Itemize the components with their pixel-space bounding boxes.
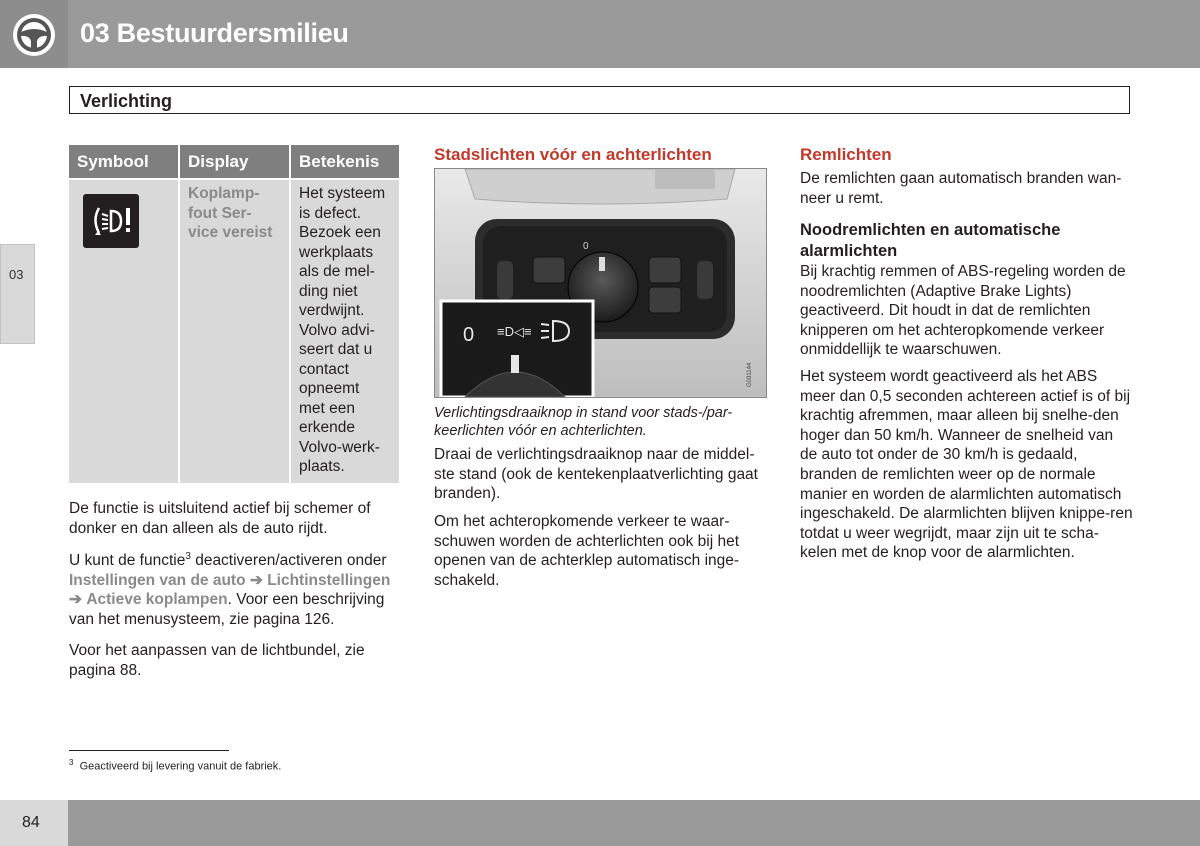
- page-number: 84: [22, 814, 40, 831]
- section-title: Verlichting: [80, 91, 173, 111]
- svg-text:0: 0: [463, 324, 475, 346]
- col1-p2-end: . Voor een beschrijving van het menusysteem, zie pagina 126.: [69, 591, 385, 628]
- arrow-icon: ➔: [69, 591, 82, 609]
- light-switch-photo: [434, 168, 767, 398]
- symbol-table: [69, 145, 399, 483]
- section-title-bar: [69, 86, 1130, 114]
- footnote-text: Geactiveerd bij levering vanuit de fabriek.: [79, 760, 282, 773]
- table-row: [69, 179, 399, 483]
- chapter-side-tab[interactable]: [0, 244, 35, 344]
- menu-path-2: Lichtinstellingen: [267, 571, 391, 589]
- steering-wheel-icon: [11, 12, 57, 58]
- col2-paragraph-1: Draai de verlichtingsdraaiknop naar de middel-ste stand (ook de kentekenplaatverlichting gaat branden).: [434, 446, 758, 503]
- headlamp-fault-icon: [83, 194, 139, 248]
- photo-caption: Verlichtingsdraaiknop in stand voor stads-/par-keerlichten vóór en achterlichten.: [434, 405, 733, 439]
- header-display: Display: [179, 145, 290, 179]
- col3-paragraph-3: Het systeem wordt geactiveerd als het ABS meer dan 0,5 seconden achtereen actief is of bij krachtig afremmen, maar alleen bij snelhe-den hoger dan 50 km/h. Wanneer de snelheid van de auto tot onder de 30 km/h is gedaald, branden de remlichten weer op de normale manier en worden de alarmlichten automatisch ingeschakeld. De alarmlichten blijven knippe-ren totdat u weer wegrijdt, maar zijn uit te scha-kelen met de knop voor de alarmlichten.: [800, 368, 1133, 562]
- svg-text:≡D◁≡: ≡D◁≡: [497, 324, 532, 339]
- menu-path-3: Actieve koplampen: [86, 591, 228, 609]
- col1-p2-start: U kunt de functie: [69, 552, 186, 570]
- header-symbool: Symbool: [69, 145, 179, 179]
- col1-paragraph-3: Voor het aanpassen van de lichtbundel, zie pagina 88.: [69, 642, 365, 679]
- col1-paragraph-1: De functie is uitsluitend actief bij schemer of donker en dan alleen als de auto rijdt.: [69, 500, 371, 537]
- meaning-cell: Het systeem is defect. Bezoek een werkplaats als de mel- ding niet verdwijnt. Volvo advi- seert dat u contact opneemt met een erkende Volvo-werk- plaats.: [290, 179, 399, 483]
- page-footer: [0, 800, 1200, 846]
- footnote-ref: 3: [185, 551, 191, 562]
- col2-paragraph-2: Om het achteropkomende verkeer te waar-schuwen worden de achterlichten ook bij het openen van de achterklep automatisch inge-schakeld.: [434, 513, 740, 589]
- symbol-cell: [69, 179, 179, 483]
- chapter-title: 03 Bestuurdersmilieu: [80, 18, 349, 48]
- side-tab-label: 03: [9, 267, 24, 282]
- footnote-number: 3: [69, 758, 74, 767]
- footnote: [69, 758, 281, 773]
- menu-path-1: Instellingen van de auto: [69, 571, 246, 589]
- col1-paragraph-2: [69, 547, 404, 630]
- heading-remlichten: Remlichten: [800, 145, 892, 164]
- col3-paragraph-1: De remlichten gaan automatisch branden wan-neer u remt.: [800, 170, 1122, 207]
- display-cell: Koplamp- fout Ser- vice vereist: [179, 179, 290, 483]
- col1-p2-mid: deactiveren/activeren onder: [190, 552, 387, 570]
- svg-text:0: 0: [583, 241, 589, 252]
- arrow-icon: ➔: [249, 571, 263, 589]
- heading-stadslichten: Stadslichten vóór en achterlichten: [434, 145, 712, 164]
- header-betekenis: Betekenis: [290, 145, 399, 179]
- subheading-noodremlichten: Noodremlichten en automatische alarmlichten: [800, 221, 1061, 260]
- footnote-divider: [69, 750, 229, 751]
- image-code: G031144: [747, 362, 753, 387]
- col3-paragraph-2: Bij krachtig remmen of ABS-regeling worden de noodremlichten (Adaptive Brake Lights) geactiveerd. Dit houdt in dat de remlichten knipperen om het achteropkomende verkeer onmiddellijk te waarschuwen.: [800, 263, 1126, 359]
